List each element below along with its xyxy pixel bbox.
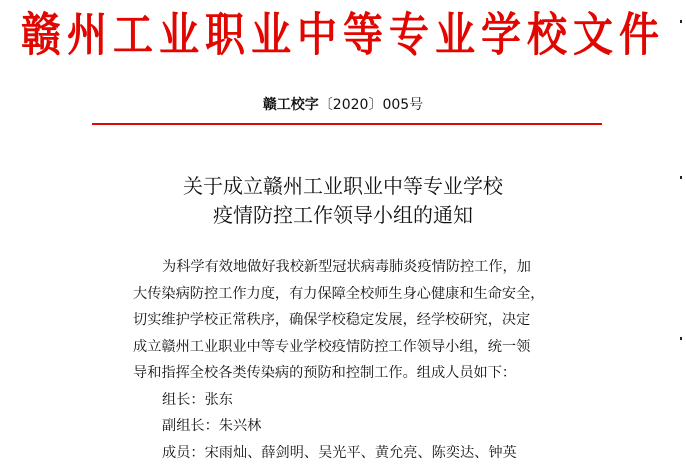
document-number-value: 〔2020〕005号	[319, 97, 423, 113]
red-divider-line	[92, 123, 602, 125]
document-number	[0, 96, 686, 114]
body-line-4: 成立赣州工业职业中等专业学校疫情防控工作领导小组，统一领	[133, 334, 553, 361]
scan-edge-mark	[680, 176, 682, 179]
notice-title-line-1: 关于成立赣州工业职业中等专业学校	[0, 172, 686, 201]
body-line-2: 大传染病防控工作力度，有力保障全校师生身心健康和生命安全，	[133, 281, 553, 308]
notice-title	[0, 172, 686, 230]
body-line-3: 切实维护学校正常秩序，确保学校稳定发展，经学校研究，决定	[133, 307, 553, 334]
deputy-leader-line: 副组长：朱兴林	[133, 413, 553, 440]
group-leader-line: 组长：张东	[133, 387, 553, 414]
body-line-1: 为科学有效地做好我校新型冠状病毒肺炎疫情防控工作，加	[133, 254, 553, 281]
scan-edge-mark	[680, 337, 682, 340]
notice-body	[133, 254, 553, 466]
document-number-issuer: 赣工校字	[263, 97, 319, 113]
document-header-title: 赣州工业职业中等专业学校文件	[0, 8, 686, 63]
scan-edge-mark	[680, 20, 682, 23]
body-line-5: 导和指挥全校各类传染病的预防和控制工作。组成人员如下：	[133, 360, 553, 387]
notice-title-line-2: 疫情防控工作领导小组的通知	[0, 201, 686, 230]
members-line: 成员：宋雨灿、薛剑明、吴光平、黄允亮、陈奕达、钟英	[133, 440, 553, 466]
